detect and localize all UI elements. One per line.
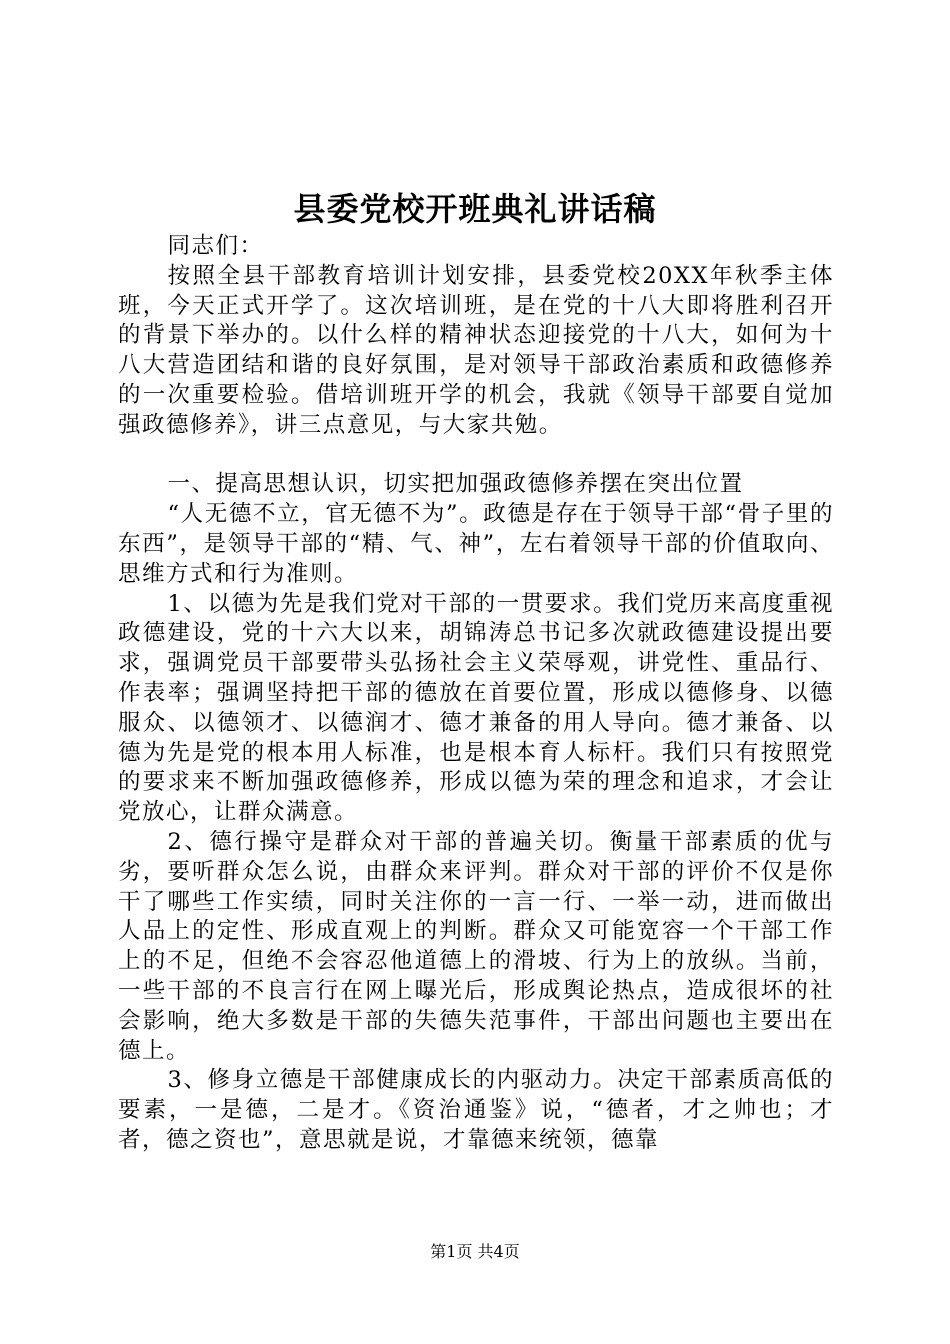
paragraph-gap [118,441,834,471]
page-footer: 第1页 共4页 [430,1242,520,1261]
document-title: 县委党校开班典礼讲话稿 [293,190,657,228]
paragraph-intro: 按照全县干部教育培训计划安排，县委党校20XX年秋季主体班，今天正式开学了。这次培训班，是在党的十八大即将胜利召开的背景下举办的。以什么样的精神状态迎接党的十八大，如何为十八大营造团结和谐的良好氛围，是对领导干部政治素质和政德修养的一次重要检验。借培训班开学的机会，我就《领导干部要自觉加强政德修养》，讲三点意见，与大家共勉。 [118,262,834,438]
paragraph-point-2: 2、德行操守是群众对干部的普遍关切。衡量干部素质的优与劣，要听群众怎么说，由群众来评判。群众对干部的评价不仅是你干了哪些工作实绩，同时关注你的一言一行、一举一动，进而做出人品上的定性、形成直观上的判断。群众又可能宽容一个干部工作上的不足，但绝不会容忍他道德上的滑坡、行为上的放纵。当前，一些干部的不良言行在网上曝光后，形成舆论热点，造成很坏的社会影响，绝大多数是干部的失德失范事件，干部出问题也主要出在德上。 [118,828,834,1064]
section-heading-1: 一、提高思想认识，切实把加强政德修养摆在突出位置 [167,471,744,498]
paragraph-point-1: 1、以德为先是我们党对干部的一贯要求。我们党历来高度重视政德建设，党的十六大以来，胡锦涛总书记多次就政德建设提出要求，强调党员干部要带头弘扬社会主义荣辱观，讲党性、重品行、作表率；强调坚持把干部的德放在首要位置，形成以德修身、以德服众、以德领才、以德润才、德才兼备的用人导向。德才兼备、以德为先是党的根本用人标准，也是根本育人标杆。我们只有按照党的要求来不断加强政德修养，形成以德为荣的理念和追求，才会让党放心，让群众满意。 [118,590,834,826]
greeting: 同志们： [167,233,264,259]
document-body [118,232,834,1156]
paragraph-quote: “人无德不立，官无德不为”。政德是存在于领导干部“骨子里的东西”，是领导干部的“精、气、神”，左右着领导干部的价值取向、思维方式和行为准则。 [118,501,834,587]
paragraph-point-3: 3、修身立德是干部健康成长的内驱动力。决定干部素质高低的要素，一是德，二是才。《资治通鉴》说，“德者，才之帅也；才者，德之资也”，意思就是说，才靠德来统领，德靠 [118,1067,834,1153]
